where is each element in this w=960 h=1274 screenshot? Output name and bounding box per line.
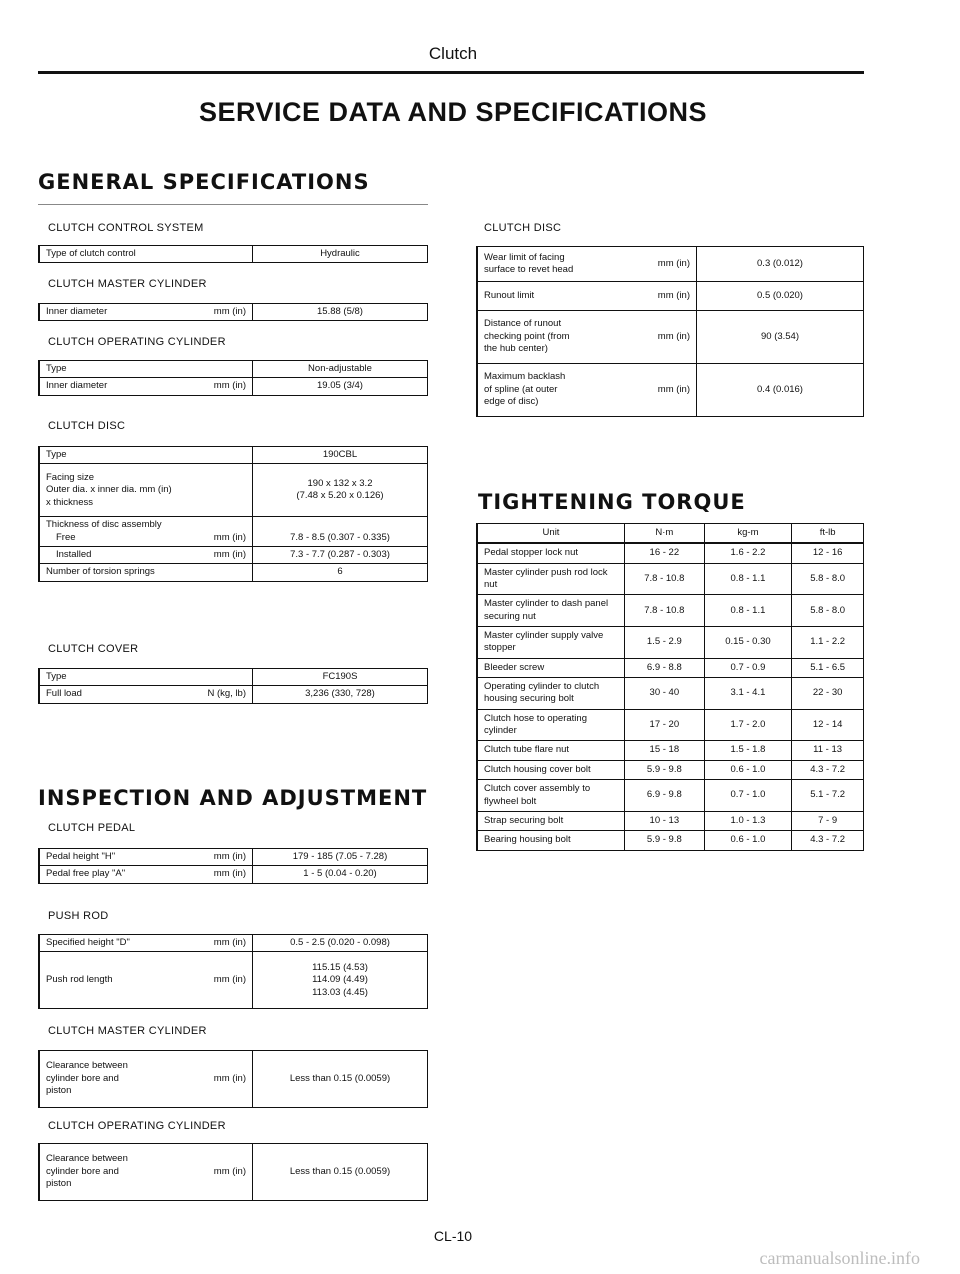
torque-item: Master cylinder push rod lock nut	[477, 563, 625, 595]
spec-label: x thickness	[46, 496, 93, 508]
torque-ftlb: 11 - 13	[792, 741, 864, 760]
spec-label: piston	[46, 1085, 72, 1097]
page-title: SERVICE DATA AND SPECIFICATIONS	[198, 97, 708, 127]
spec-label: Thickness of disc assembly	[46, 519, 162, 531]
spec-label: Type	[39, 361, 253, 378]
push-rod-table	[38, 934, 428, 1009]
table-row	[39, 686, 428, 703]
general-specifications-title: GENERAL SPECIFICATIONS	[38, 170, 370, 194]
table-row	[477, 627, 864, 659]
torque-nm: 15 - 18	[625, 741, 705, 760]
spec-label: Free	[56, 531, 76, 543]
torque-kgm: 1.6 - 2.2	[704, 543, 792, 563]
table-row	[477, 563, 864, 595]
table-row	[39, 304, 428, 321]
pedal-table	[38, 848, 428, 884]
spec-value: 0.5 - 2.5 (0.020 - 0.098)	[253, 935, 428, 952]
table-row	[39, 849, 428, 866]
spec-unit: mm (in)	[213, 549, 246, 561]
torque-kgm: 1.0 - 1.3	[704, 811, 792, 830]
table-row	[39, 547, 428, 564]
torque-ftlb: 12 - 16	[792, 543, 864, 563]
spec-label: the hub center)	[484, 343, 548, 355]
operating-cylinder-heading: CLUTCH OPERATING CYLINDER	[48, 336, 226, 348]
torque-ftlb: 22 - 30	[792, 678, 864, 710]
header-rule	[38, 71, 864, 74]
column-header: N·m	[625, 524, 705, 544]
spec-unit: mm (in)	[213, 868, 246, 880]
torque-kgm: 0.7 - 1.0	[704, 780, 792, 812]
operating-cylinder-table	[38, 360, 428, 396]
table-row	[39, 517, 428, 547]
torque-ftlb: 4.3 - 7.2	[792, 760, 864, 779]
spec-label: cylinder bore and	[46, 1165, 119, 1177]
torque-ftlb: 7 - 9	[792, 811, 864, 830]
table-row	[39, 361, 428, 378]
spec-value: 179 - 185 (7.05 - 7.28)	[253, 849, 428, 866]
disc-right-heading: CLUTCH DISC	[484, 222, 562, 234]
table-row	[477, 709, 864, 741]
spec-value: Less than 0.15 (0.0059)	[253, 1144, 428, 1201]
push-rod-heading: PUSH ROD	[48, 910, 109, 922]
table-row	[477, 741, 864, 760]
torque-nm: 6.9 - 8.8	[625, 658, 705, 677]
torque-ftlb: 5.1 - 6.5	[792, 658, 864, 677]
disc-heading: CLUTCH DISC	[48, 420, 126, 432]
table-row	[39, 952, 428, 1009]
column-header: Unit	[477, 524, 625, 544]
table-row	[477, 247, 864, 282]
table-row	[39, 564, 428, 581]
spec-label: Pedal free play "A"	[46, 868, 126, 880]
master-cylinder-heading: CLUTCH MASTER CYLINDER	[48, 278, 207, 290]
control-system-heading: CLUTCH CONTROL SYSTEM	[48, 222, 204, 234]
disc-table	[38, 446, 428, 582]
pedal-heading: CLUTCH PEDAL	[48, 822, 136, 834]
spec-label: surface to revet head	[484, 264, 574, 275]
torque-kgm: 1.7 - 2.0	[704, 709, 792, 741]
section-rule	[38, 204, 428, 205]
spec-value: 7.3 - 7.7 (0.287 - 0.303)	[253, 547, 428, 564]
table-row	[477, 364, 864, 417]
disc-right-table	[476, 246, 864, 417]
spec-value: 6	[253, 564, 428, 581]
spec-value: 115.15 (4.53)	[312, 961, 368, 973]
watermark: carmanualsonline.info	[759, 1248, 920, 1268]
spec-value: 7.8 - 8.5 (0.307 - 0.335)	[253, 517, 428, 547]
spec-unit: mm (in)	[213, 380, 246, 392]
torque-item: Master cylinder to dash panel securing nut	[477, 595, 625, 627]
spec-value: 1 - 5 (0.04 - 0.20)	[253, 866, 428, 883]
torque-nm: 5.9 - 9.8	[625, 760, 705, 779]
table-row	[477, 543, 864, 563]
spec-label: cylinder bore and	[46, 1072, 119, 1084]
torque-item: Bleeder screw	[477, 658, 625, 677]
table-row	[477, 831, 864, 850]
spec-value: 190 x 132 x 3.2	[307, 478, 373, 489]
spec-label: Inner diameter	[46, 306, 108, 317]
table-row	[477, 595, 864, 627]
spec-value: Non-adjustable	[253, 361, 428, 378]
spec-value: 0.3 (0.012)	[697, 247, 864, 282]
table-row	[39, 1051, 428, 1108]
torque-kgm: 1.5 - 1.8	[704, 741, 792, 760]
torque-nm: 7.8 - 10.8	[625, 595, 705, 627]
torque-ftlb: 1.1 - 2.2	[792, 627, 864, 659]
table-row	[39, 464, 428, 517]
spec-label: piston	[46, 1178, 72, 1190]
table-row	[477, 311, 864, 364]
torque-item: Strap securing bolt	[477, 811, 625, 830]
spec-label: Specified height "D"	[46, 937, 130, 948]
torque-item: Clutch cover assembly to flywheel bolt	[477, 780, 625, 812]
spec-label: Facing size	[46, 471, 95, 483]
torque-nm: 30 - 40	[625, 678, 705, 710]
spec-unit: mm (in)	[213, 306, 246, 317]
torque-kgm: 0.6 - 1.0	[704, 760, 792, 779]
spec-label: checking point (from	[484, 330, 570, 342]
master-cylinder-table	[38, 303, 428, 321]
spec-label: edge of disc)	[484, 396, 539, 408]
torque-item: Bearing housing bolt	[477, 831, 625, 850]
operating-cylinder-clearance-table	[38, 1143, 428, 1201]
spec-value: Less than 0.15 (0.0059)	[253, 1051, 428, 1108]
spec-value: (7.48 x 5.20 x 0.126)	[296, 490, 384, 502]
spec-label: Clearance between	[46, 1153, 128, 1165]
torque-kgm: 0.8 - 1.1	[704, 595, 792, 627]
torque-kgm: 0.6 - 1.0	[704, 831, 792, 850]
torque-item: Operating cylinder to clutch housing securing bolt	[477, 678, 625, 710]
spec-label: Installed	[56, 549, 92, 561]
spec-value: 15.88 (5/8)	[253, 304, 428, 321]
spec-label: Clearance between	[46, 1060, 128, 1072]
torque-item: Pedal stopper lock nut	[477, 543, 625, 563]
table-row	[39, 447, 428, 464]
torque-ftlb: 5.8 - 8.0	[792, 595, 864, 627]
master-cylinder-clearance-table	[38, 1050, 428, 1108]
spec-unit: mm (in)	[657, 289, 690, 301]
torque-kgm: 0.7 - 0.9	[704, 658, 792, 677]
table-row	[477, 282, 864, 311]
spec-value: 0.4 (0.016)	[697, 364, 864, 417]
column-header: kg-m	[704, 524, 792, 544]
spec-value: 113.03 (4.45)	[312, 986, 368, 998]
spec-value: 3,236 (330, 728)	[253, 686, 428, 703]
table-row	[39, 378, 428, 395]
spec-value: 90 (3.54)	[697, 311, 864, 364]
spec-unit: mm (in)	[213, 531, 246, 543]
spec-label: Push rod length	[46, 974, 113, 986]
torque-nm: 6.9 - 9.8	[625, 780, 705, 812]
control-system-table	[38, 245, 428, 263]
spec-label: of spline (at outer	[484, 383, 558, 395]
spec-unit: mm (in)	[213, 974, 246, 986]
torque-table	[476, 523, 864, 851]
torque-item: Clutch housing cover bolt	[477, 760, 625, 779]
page-number: CL-10	[433, 1228, 473, 1244]
table-row	[39, 1144, 428, 1201]
spec-unit: mm (in)	[657, 383, 690, 395]
table-row	[39, 866, 428, 883]
table-header-row	[477, 524, 864, 544]
spec-label: Type	[39, 447, 253, 464]
spec-label: Inner diameter	[46, 380, 108, 392]
torque-ftlb: 5.1 - 7.2	[792, 780, 864, 812]
spec-value: Hydraulic	[253, 246, 428, 263]
master-cylinder-clearance-heading: CLUTCH MASTER CYLINDER	[48, 1025, 207, 1037]
torque-item: Clutch hose to operating cylinder	[477, 709, 625, 741]
torque-nm: 10 - 13	[625, 811, 705, 830]
column-header: ft-lb	[792, 524, 864, 544]
tightening-torque-title: TIGHTENING TORQUE	[478, 490, 746, 514]
torque-kgm: 0.15 - 0.30	[704, 627, 792, 659]
table-row	[477, 678, 864, 710]
table-row	[39, 669, 428, 686]
spec-unit: mm (in)	[213, 937, 246, 948]
torque-ftlb: 12 - 14	[792, 709, 864, 741]
torque-ftlb: 5.8 - 8.0	[792, 563, 864, 595]
torque-ftlb: 4.3 - 7.2	[792, 831, 864, 850]
table-row	[477, 780, 864, 812]
spec-value: 19.05 (3/4)	[253, 378, 428, 395]
torque-nm: 16 - 22	[625, 543, 705, 563]
torque-kgm: 3.1 - 4.1	[704, 678, 792, 710]
spec-label: Full load	[46, 688, 82, 700]
torque-item: Clutch tube flare nut	[477, 741, 625, 760]
torque-nm: 5.9 - 9.8	[625, 831, 705, 850]
table-row	[477, 811, 864, 830]
table-row	[477, 760, 864, 779]
torque-nm: 1.5 - 2.9	[625, 627, 705, 659]
torque-item: Master cylinder supply valve stopper	[477, 627, 625, 659]
running-header: Clutch	[428, 44, 478, 63]
spec-value: 114.09 (4.49)	[312, 974, 368, 986]
spec-unit: mm (in)	[213, 1072, 246, 1084]
inspection-adjustment-title: INSPECTION AND ADJUSTMENT	[38, 786, 428, 810]
table-row	[477, 658, 864, 677]
spec-unit: mm (in)	[657, 257, 690, 269]
spec-label: Type	[39, 669, 253, 686]
torque-nm: 17 - 20	[625, 709, 705, 741]
spec-value: 0.5 (0.020)	[697, 282, 864, 311]
cover-heading: CLUTCH COVER	[48, 643, 139, 655]
torque-nm: 7.8 - 10.8	[625, 563, 705, 595]
spec-label: Distance of runout	[484, 318, 562, 330]
spec-label: Runout limit	[484, 289, 535, 301]
cover-table	[38, 668, 428, 704]
spec-unit: mm (in)	[213, 1165, 246, 1177]
spec-label: Type of clutch control	[39, 246, 253, 263]
spec-label: Maximum backlash	[484, 371, 566, 383]
table-row	[39, 246, 428, 263]
torque-kgm: 0.8 - 1.1	[704, 563, 792, 595]
operating-cylinder-clearance-heading: CLUTCH OPERATING CYLINDER	[48, 1120, 226, 1132]
spec-value: FC190S	[253, 669, 428, 686]
spec-label: Wear limit of facing	[484, 251, 565, 263]
spec-label: Outer dia. x inner dia. mm (in)	[46, 484, 172, 496]
table-row	[39, 935, 428, 952]
spec-unit: N (kg, lb)	[207, 688, 246, 700]
spec-unit: mm (in)	[213, 851, 246, 862]
spec-unit: mm (in)	[657, 330, 690, 342]
spec-label: Number of torsion springs	[39, 564, 253, 581]
spec-value: 190CBL	[253, 447, 428, 464]
spec-label: Pedal height "H"	[46, 851, 116, 862]
